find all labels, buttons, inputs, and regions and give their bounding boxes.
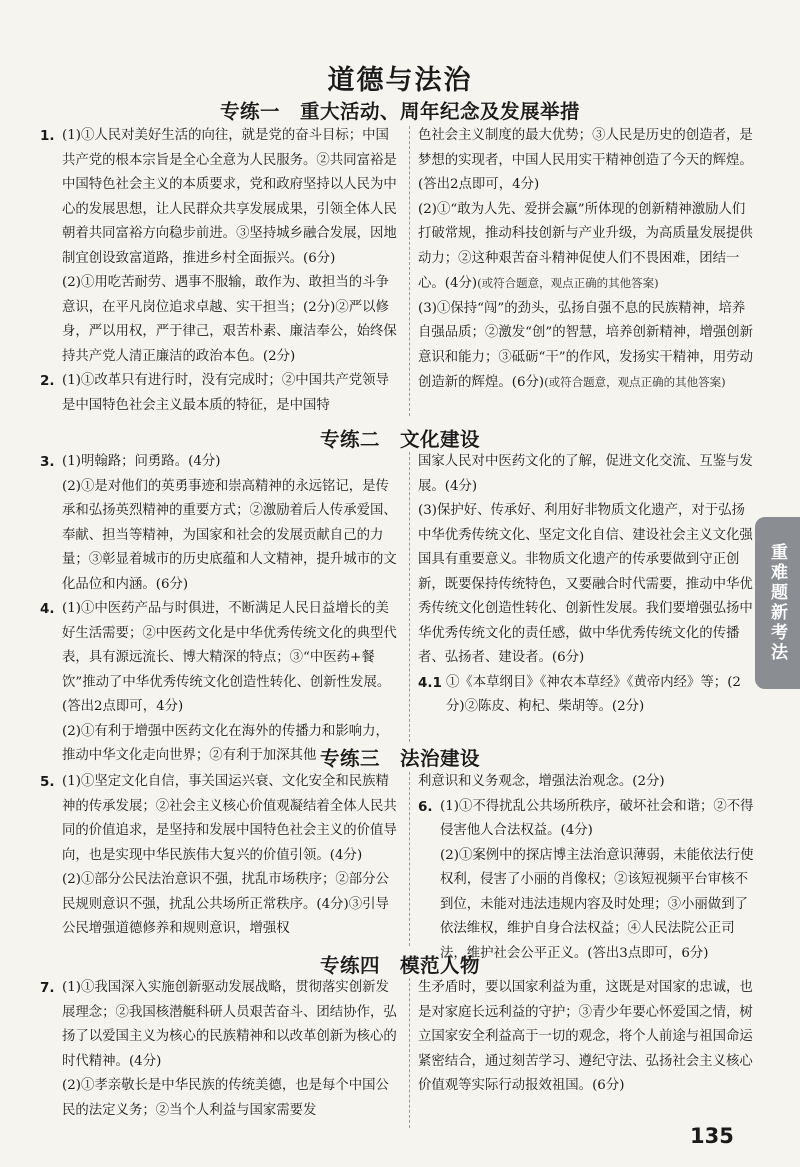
question-number: 2. <box>40 373 55 389</box>
question-number: 5. <box>40 774 55 790</box>
section3-left-column <box>40 770 398 942</box>
section-heading-4: 专练四 模范人物 <box>319 954 480 977</box>
section2-left-column <box>40 450 398 769</box>
question-3 <box>40 450 398 597</box>
answer-text: (2)①用吃苦耐劳、遇事不服输，敢作为、敢担当的斗争意识，在平凡岗位追求卓越、实干担当；(2分)②严以修身，严以用权，严于律己，艰苦朴素、廉洁奉公，始终保持共产党人清正廉洁的政治本色。(2分) <box>62 275 397 364</box>
answer-note: (或符合题意，观点正确的其他答案) <box>544 375 726 389</box>
column-divider <box>409 772 410 946</box>
section-heading-3: 专练三 法治建设 <box>319 747 480 770</box>
question-1 <box>40 124 398 369</box>
section2-right-column <box>418 450 758 720</box>
answer-text: (2)①“敢为人先、爱拼会赢”所体现的创新精神激励人们打破常规，推动科技创新与产业升级，为高质量发展提供动力；②这种艰苦奋斗精神促使人们不畏困难，团结一心。(4分) <box>418 201 753 291</box>
answer-text: (2)①有利于增强中医药文化在海外的传播力和影响力，推动中华文化走向世界；②有利于加深其他 <box>62 723 389 763</box>
section-heading-1: 专练一 重大活动、周年纪念及发展举措 <box>219 100 580 123</box>
answer-text: (3)保护好、传承好、利用好非物质文化遗产，对于弘扬中华优秀传统文化、坚定文化自信、建设社会主义文化强国具有重要意义。非物质文化遗产的传承要做到守正创新，既要保持传统特色，又要融合时代需要，推动中华优秀传统文化创造性转化、创新性发展。我们要增强弘扬中华优秀传统文化的责任感，做中华优秀传统文化的传播者、弘扬者、建设者。(6分) <box>418 503 753 665</box>
question-6 <box>418 795 758 967</box>
section1-left-column <box>40 124 398 418</box>
page-number: 135 <box>690 1124 734 1148</box>
answer-text: (1)明翰路；问勇路。(4分) <box>62 454 221 469</box>
question-number: 7. <box>40 980 55 996</box>
answer-text: 国家人民对中医药文化的了解，促进文化交流、互鉴与发展。(4分) <box>418 454 753 494</box>
answer-text: (1)①中医药产品与时俱进，不断满足人民日益增长的美好生活需要；②中医药文化是中华优秀传统文化的典型代表，具有源远流长、博大精深的特点；③“中医药+餐饮”推动了中华优秀传统文化创造性转化、创新性发展。(答出2点即可，4分) <box>62 601 397 714</box>
answer-text: 生矛盾时，要以国家利益为重，这既是对国家的忠诚，也是对家庭长远利益的守护；③青少年要心怀爱国之情，树立国家安全利益高于一切的观念，将个人前途与祖国命运紧密结合，通过刻苦学习、遵纪守法、弘扬社会主义核心价值观等实际行动报效祖国。(6分) <box>418 980 753 1093</box>
question-4-1 <box>418 671 758 720</box>
question-number: 1. <box>40 128 55 144</box>
question-number: 6. <box>418 798 433 815</box>
answer-text: (2)①是对他们的英勇事迹和崇高精神的永远铭记，是传承和弘扬英烈精神的重要方式；②激励着后人传承爱国、奉献、担当等精神，为国家和社会的发展贡献自己的力量；③彰显着城市的历史底蕴和人文精神，提升城市的文化品位和内涵。(6分) <box>62 478 397 592</box>
column-divider <box>409 978 410 1128</box>
answer-text: (3)①保持“闯”的劲头，弘扬自强不息的民族精神，培养自强品质；②激发“创”的智慧，培养创新精神，增强创新意识和能力；③砥砺“干”的作风，发扬实干精神，用劳动创造新的辉煌。(6分) <box>418 300 754 390</box>
section1-right-column <box>418 124 758 396</box>
question-7 <box>40 976 398 1123</box>
side-tab <box>755 517 800 689</box>
section-heading-2: 专练二 文化建设 <box>319 428 480 451</box>
answer-text: (1)①人民对美好生活的向往，就是党的奋斗目标；中国共产党的根本宗旨是全心全意为人民服务。②共同富裕是中国特色社会主义的本质要求，党和政府坚持以人民为中心的发展思想，让人民群众共享发展成果，引领全体人民朝着共同富裕方向稳步前进。③坚持城乡融合发展，因地制宜创设致富道路，推进乡村全面振兴。(6分) <box>62 128 397 266</box>
section3-right-column <box>418 770 758 966</box>
side-tab-label: 重难题新考法 <box>767 543 787 663</box>
answer-text: (1)①我国深入实施创新驱动发展战略，贯彻落实创新发展理念；②我国核潜艇科研人员艰苦奋斗、团结协作，弘扬了以爱国主义为核心的民族精神和以改革创新为核心的时代精神。(4分) <box>62 980 397 1069</box>
section4-right-column <box>418 976 758 1099</box>
section4-left-column <box>40 976 398 1123</box>
answer-text: 色社会主义制度的最大优势；③人民是历史的创造者，是梦想的实现者，中国人民用实干精神创造了今天的辉煌。(答出2点即可，4分) <box>418 128 753 192</box>
page-title: 道德与法治 <box>327 65 473 96</box>
answer-text: 利意识和义务观念，增强法治观念。(2分) <box>418 774 665 789</box>
question-number: 4. <box>40 601 55 617</box>
answer-text: ①《本草纲目》《神农本草经》《黄帝内经》等；(2分)②陈皮、枸杞、柴胡等。(2分) <box>446 674 741 714</box>
answer-text: (1)①改革只有进行时，没有完成时；②中国共产党领导是中国特色社会主义最本质的特征，是中国特 <box>62 373 389 413</box>
question-number: 3. <box>40 454 55 470</box>
answer-text: (1)①不得扰乱公共场所秩序，破坏社会和谐；②不得侵害他人合法权益。(4分) <box>440 798 754 838</box>
answer-note: (或符合题意，观点正确的其他答案) <box>477 276 659 290</box>
column-divider <box>409 452 410 742</box>
question-number: 4.1 <box>418 674 442 691</box>
answer-text: (2)①部分公民法治意识不强，扰乱市场秩序；②部分公民规则意识不强，扰乱公共场所正常秩序。(4分)③引导公民增强道德修养和规则意识，增强权 <box>62 872 389 936</box>
question-2 <box>40 369 398 418</box>
answer-text: (2)①案例中的探店博主法治意识薄弱，未能依法行使权利，侵害了小丽的肖像权；②该短视频平台审核不到位，未能对违法违规内容及时处理；③小丽做到了依法维权，维护自身合法权益；④人民法院公正司法，维护社会公平正义。(答出3点即可，6分) <box>440 847 754 961</box>
question-5 <box>40 770 398 942</box>
column-divider <box>409 126 410 416</box>
answer-text: (1)①坚定文化自信，事关国运兴衰、文化安全和民族精神的传承发展；②社会主义核心价值观凝结着全体人民共同的价值追求，是坚持和发展中国特色社会主义的价值导向，也是实现中华民族伟大复兴的价值引领。(4分) <box>62 774 397 863</box>
answer-text: (2)①孝亲敬长是中华民族的传统美德，也是每个中国公民的法定义务；②当个人利益与国家需要发 <box>62 1078 389 1118</box>
